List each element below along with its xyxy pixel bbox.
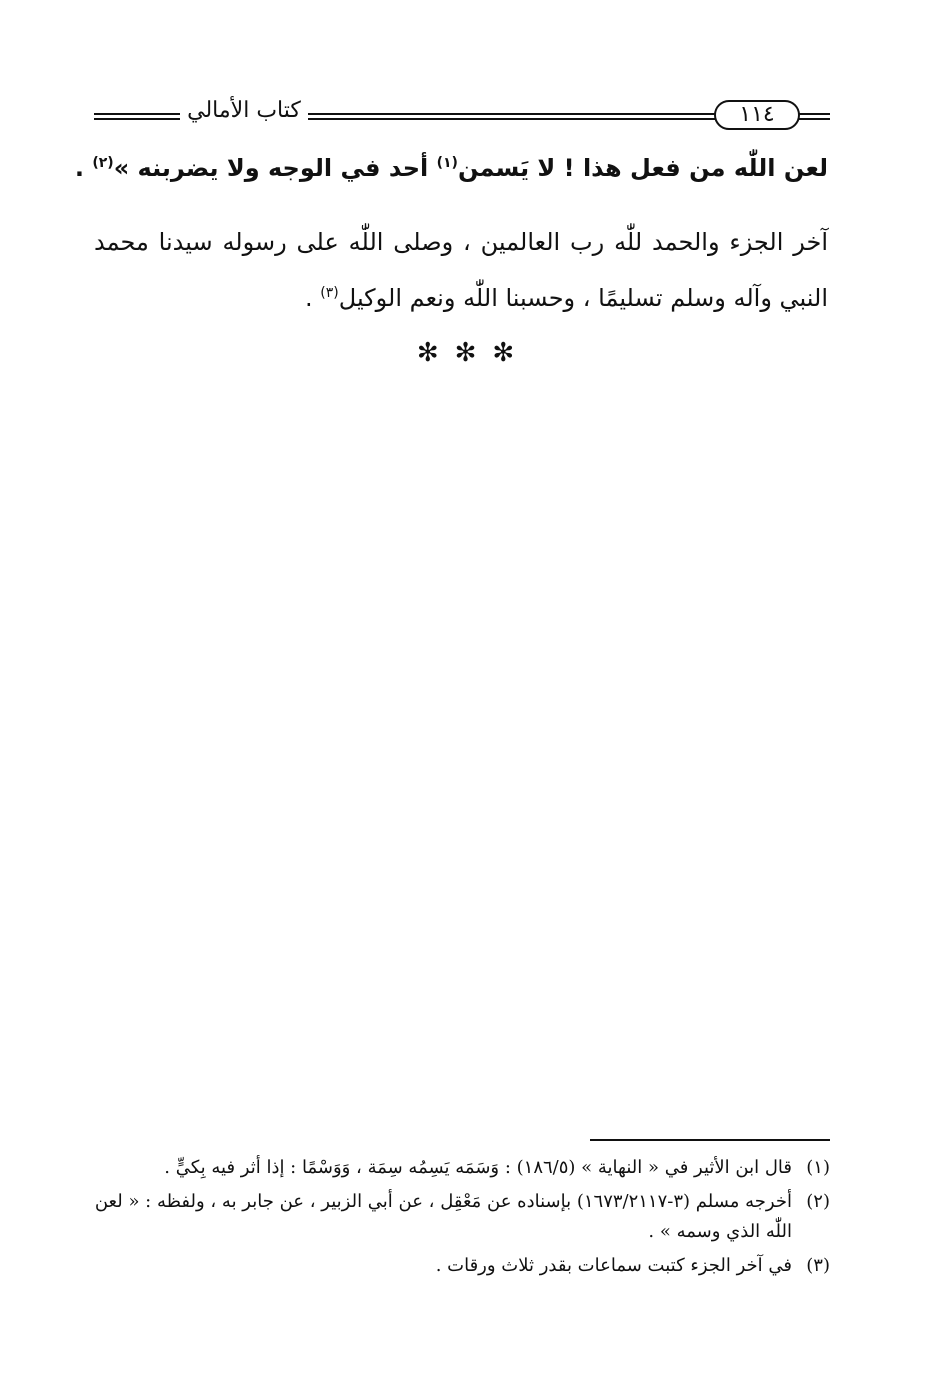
header-rule-right — [800, 113, 830, 120]
footnote-text: في آخر الجزء كتبت سماعات بقدر ثلاث ورقات . — [435, 1255, 792, 1276]
footnote-separator — [590, 1139, 830, 1141]
closing-paragraph — [94, 214, 828, 326]
header-rule-left — [94, 113, 180, 120]
page-header — [92, 96, 832, 140]
footnote-text: أخرجه مسلم (٣-١٦٧٣/٢١١٧) بإسناده عن مَعْقِل ، عن أبي الزبير ، عن جابر به ، ولفظه : « لعن اللّٰه الذي وسمه » . — [94, 1191, 792, 1242]
footnote-ref-1[interactable]: (١) — [436, 155, 458, 171]
page-number: ١١٤ — [714, 100, 800, 130]
footnote-text: قال ابن الأثير في « النهاية » (١٨٦/٥) : وَسَمَه يَسِمُه سِمَة ، وَوَسْمًا : إذا أثر فيه بِكيٍّ . — [164, 1157, 792, 1178]
footnote-1 — [88, 1153, 830, 1183]
footnote-number: (٢) — [806, 1191, 830, 1212]
hadith-line — [74, 154, 828, 182]
footnote-number: (٣) — [806, 1255, 830, 1276]
hadith-text-end: . — [74, 154, 93, 182]
footnote-ref-3[interactable]: (٣) — [320, 285, 339, 301]
closing-text: آخر الجزء والحمد للّٰه رب العالمين ، وصلى اللّٰه على رسوله سيدنا محمد النبي وآله وسلم تسليمًا ، وحسبنا اللّٰه ونعم الوكيل — [94, 228, 828, 312]
closing-text-end: . — [305, 284, 321, 312]
footnote-ref-2[interactable]: (٢) — [92, 155, 114, 171]
running-title: كتاب الأمالي — [187, 98, 301, 123]
hadith-text-part1: لعن اللّٰه من فعل هذا ! لا يَسمن — [457, 154, 828, 182]
footnotes — [88, 1153, 830, 1285]
hadith-text-part2: أحد في الوجه ولا يضربنه » — [113, 154, 437, 182]
footnote-3 — [88, 1251, 830, 1281]
footnote-2 — [88, 1187, 830, 1247]
footnote-number: (١) — [806, 1157, 830, 1178]
section-separator-stars: ✻✻✻ — [416, 338, 531, 368]
